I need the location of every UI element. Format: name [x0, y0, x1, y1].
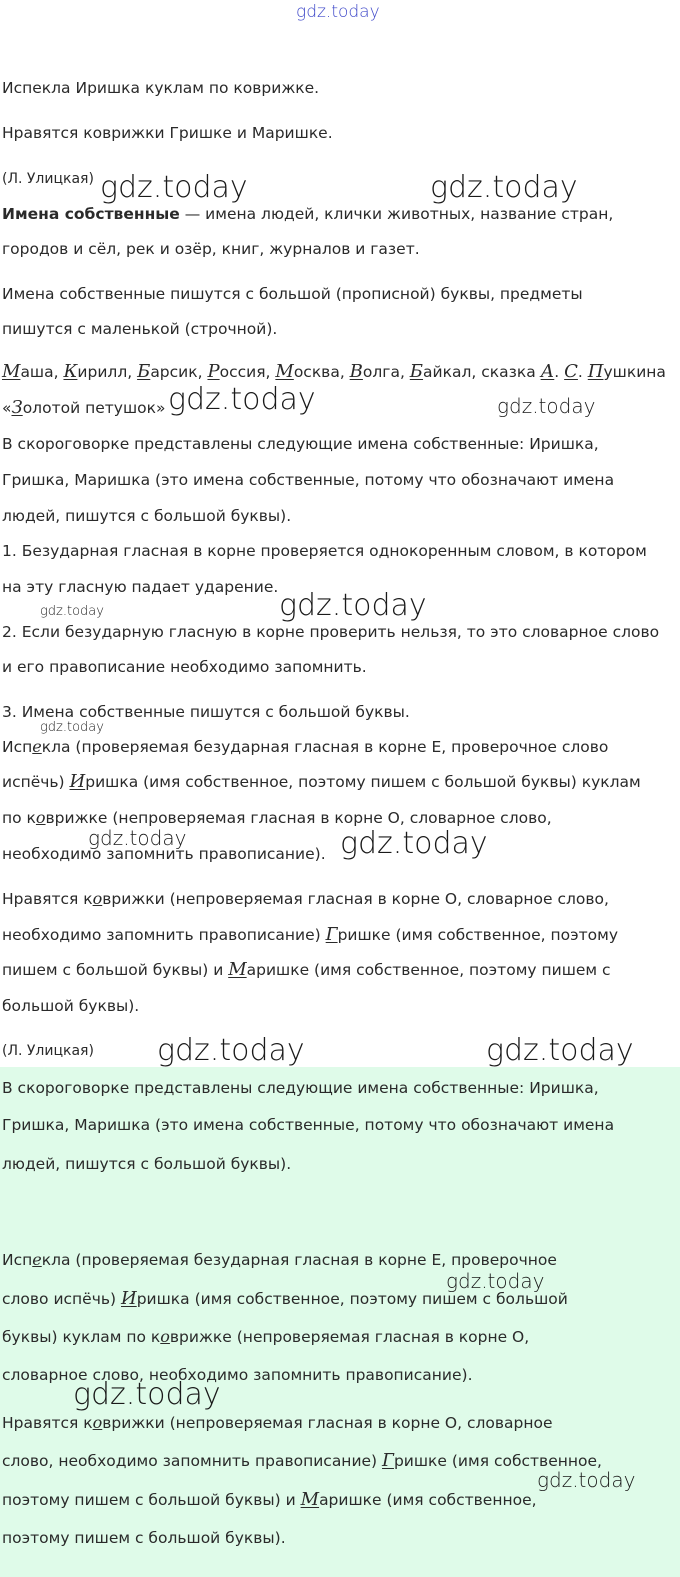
poem-line-2: Нравятся коврижки Гришке и Маришке.	[2, 124, 333, 142]
text-part: ришка (имя собственное, поэтому пишем с большой	[136, 1290, 568, 1308]
rule-line-1: Имена собственные пишутся с большой (прописной) буквы, предметы	[2, 285, 583, 303]
answer-line-1: В скороговорке представлены следующие имена собственные: Иришка,	[2, 435, 599, 453]
example-word: арсик,	[150, 363, 208, 381]
unstressed-vowel: о	[35, 808, 46, 827]
definition-text: — имена людей, клички животных, название стран,	[179, 205, 614, 223]
example-word: айкал, сказка	[423, 363, 541, 381]
example-word: олга,	[362, 363, 410, 381]
text-part: врижке (непроверяемая гласная в корне О,	[169, 1328, 530, 1346]
text-part: аришке (имя собственное, поэтому пишем с	[246, 961, 611, 979]
rule-1-line-2: на эту гласную падает ударение.	[2, 578, 279, 596]
capital-letter: Г	[325, 924, 338, 945]
examples-line-2	[2, 398, 165, 418]
rule-line-2: пишутся с маленькой (строчной).	[2, 320, 278, 338]
capital-letter: Б	[409, 361, 424, 382]
definition-line-2: городов и сёл, рек и озёр, книг, журналов и газет.	[2, 240, 420, 258]
text-part: необходимо запомнить правописание)	[2, 926, 326, 944]
example-word: олотой петушок»	[22, 399, 166, 417]
rule-3: 3. Имена собственные пишутся с большой буквы.	[2, 703, 410, 721]
analysis-line-5	[2, 889, 609, 909]
text-part: аришке (имя собственное,	[319, 1491, 537, 1509]
capital-letter: М	[228, 959, 247, 980]
rule-1-line-1: 1. Безударная гласная в корне проверяется однокоренным словом, в котором	[2, 542, 647, 560]
analysis-line-3	[2, 808, 552, 828]
example-word: ушкина	[603, 363, 666, 381]
rule-2-line-2: и его правописание необходимо запомнить.	[2, 658, 367, 676]
text-part: Исп	[2, 1251, 33, 1269]
watermark: gdz.today	[296, 2, 380, 22]
watermark: gdz.today	[40, 604, 104, 619]
text-part: буквы) куклам по к	[2, 1328, 161, 1346]
analysis2-line-1	[2, 1250, 557, 1270]
analysis2-line-7	[2, 1490, 537, 1510]
example-word: аша,	[20, 363, 64, 381]
text-part: по к	[2, 809, 36, 827]
capital-letter: М	[2, 361, 21, 382]
answer-line-3: людей, пишутся с большой буквы).	[2, 507, 292, 525]
capital-letter: К	[63, 361, 78, 382]
answer2-line-2: Гришка, Маришка (это имена собственные, потому что обозначают имена	[2, 1116, 615, 1134]
watermark: gdz.today	[279, 588, 427, 623]
analysis-line-1	[2, 737, 608, 757]
answer-line-2: Гришка, Маришка (это имена собственные, потому что обозначают имена	[2, 471, 615, 489]
watermark: gdz.today	[168, 382, 316, 417]
example-word: оссия,	[219, 363, 276, 381]
analysis2-line-6	[2, 1451, 602, 1471]
analysis-line-4: необходимо запомнить правописание).	[2, 845, 326, 863]
watermark: gdz.today	[40, 720, 104, 735]
capital-letter: С	[564, 361, 578, 382]
capital-letter: И	[121, 1288, 137, 1309]
unstressed-vowel: е	[32, 737, 42, 756]
definition-line-1	[2, 204, 613, 224]
watermark: gdz.today	[497, 394, 596, 418]
analysis2-line-8: поэтому пишем с большой буквы).	[2, 1529, 286, 1547]
text-part: поэтому пишем с большой буквы) и	[2, 1491, 301, 1509]
unstressed-vowel: о	[160, 1327, 170, 1346]
poem-author: (Л. Улицкая)	[2, 171, 94, 187]
text-part: ришке (имя собственное, поэтому	[337, 926, 618, 944]
capital-letter: З	[11, 397, 23, 418]
example-word: .	[554, 363, 565, 381]
text-part: кла (проверяемая безударная гласная в корне Е, проверочное слово	[41, 738, 609, 756]
watermark: gdz.today	[486, 1033, 634, 1068]
answer2-line-3: людей, пишутся с большой буквы).	[2, 1155, 292, 1173]
text-part: ришке (имя собственное,	[393, 1452, 602, 1470]
watermark: gdz.today	[73, 1377, 221, 1412]
capital-letter: Р	[207, 361, 220, 382]
analysis-line-8: большой буквы).	[2, 997, 140, 1015]
text-part: испёчь)	[2, 773, 70, 791]
watermark: gdz.today	[88, 826, 187, 850]
capital-letter: А	[540, 361, 555, 382]
watermark: gdz.today	[430, 170, 578, 205]
unstressed-vowel: е	[32, 1250, 42, 1269]
unstressed-vowel: о	[92, 1413, 103, 1432]
capital-letter: М	[275, 361, 294, 382]
rule-2-line-1: 2. Если безударную гласную в корне проверить нельзя, то это словарное слово	[2, 623, 660, 641]
analysis2-line-5	[2, 1413, 553, 1433]
analysis-line-2	[2, 772, 641, 792]
text-part: врижке (непроверяемая гласная в корне О, словарное слово,	[45, 809, 552, 827]
text-part: кла (проверяемая безударная гласная в корне Е, проверочное	[41, 1251, 557, 1269]
text-part: ришка (имя собственное, поэтому пишем с большой буквы) куклам	[85, 773, 641, 791]
watermark: gdz.today	[537, 1468, 636, 1492]
example-word: осква,	[293, 363, 350, 381]
capital-letter: П	[587, 361, 604, 382]
text-part: врижки (непроверяемая гласная в корне О, словарное слово,	[102, 890, 609, 908]
capital-letter: В	[349, 361, 363, 382]
text-part: Нравятся к	[2, 1414, 93, 1432]
text-part: Исп	[2, 738, 33, 756]
capital-letter: И	[69, 771, 86, 792]
quote-open: «	[2, 399, 12, 417]
analysis2-line-3	[2, 1327, 529, 1347]
text-part: слово испёчь)	[2, 1290, 121, 1308]
capital-letter: М	[300, 1489, 320, 1510]
answer2-line-1: В скороговорке представлены следующие имена собственные: Иришка,	[2, 1079, 599, 1097]
watermark: gdz.today	[100, 170, 248, 205]
unstressed-vowel: о	[92, 889, 103, 908]
example-word: .	[577, 363, 588, 381]
analysis2-line-4: словарное слово, необходимо запомнить правописание).	[2, 1366, 473, 1384]
example-word: ирилл,	[77, 363, 138, 381]
text-part: слово, необходимо запомнить правописание)	[2, 1452, 383, 1470]
analysis-line-7	[2, 960, 611, 980]
term-bold: Имена собственные	[2, 205, 180, 223]
text-part: Нравятся к	[2, 890, 93, 908]
watermark: gdz.today	[446, 1269, 545, 1293]
capital-letter: Б	[137, 361, 151, 382]
watermark: gdz.today	[340, 826, 488, 861]
watermark: gdz.today	[157, 1033, 305, 1068]
text-part: врижки (непроверяемая гласная в корне О, словарное	[102, 1414, 553, 1432]
poem-line-1: Испекла Иришка куклам по коврижке.	[2, 79, 320, 97]
capital-letter: Г	[382, 1450, 394, 1471]
analysis-line-6	[2, 925, 618, 945]
analysis-author: (Л. Улицкая)	[2, 1043, 94, 1059]
examples-line-1	[2, 362, 666, 382]
text-part: пишем с большой буквы) и	[2, 961, 229, 979]
